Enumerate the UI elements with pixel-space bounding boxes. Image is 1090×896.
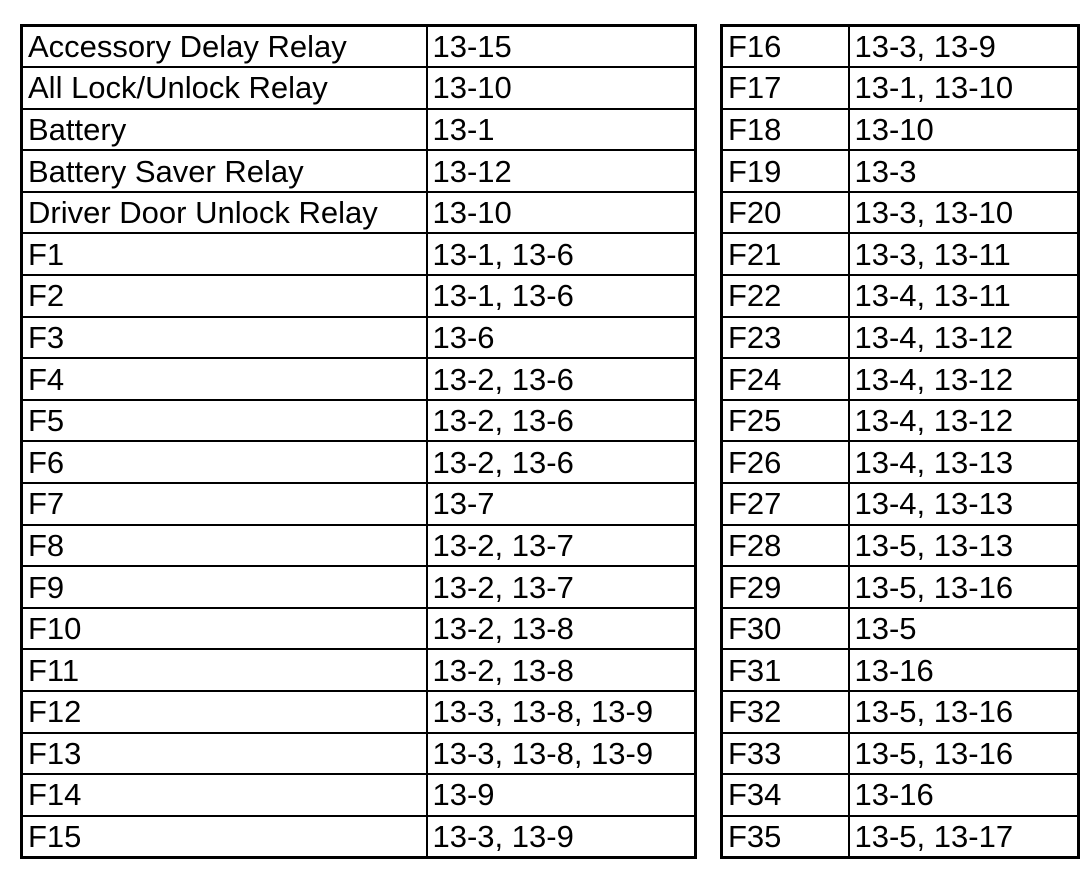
- component-name-cell: F30: [722, 608, 849, 650]
- page-reference-cell: 13-12: [427, 150, 696, 192]
- page-reference-cell: 13-3, 13-9: [427, 816, 696, 858]
- component-name-cell: F15: [22, 816, 427, 858]
- page-reference-cell: 13-3, 13-8, 13-9: [427, 733, 696, 775]
- table-row: [22, 816, 696, 858]
- page-reference-cell: 13-2, 13-8: [427, 649, 696, 691]
- component-name-cell: F2: [22, 275, 427, 317]
- component-name-cell: F10: [22, 608, 427, 650]
- page-reference-cell: 13-15: [427, 26, 696, 68]
- table-row: [722, 400, 1079, 442]
- page-reference-cell: 13-1, 13-6: [427, 233, 696, 275]
- table-row: [22, 233, 696, 275]
- table-row: [722, 192, 1079, 234]
- component-name-cell: F33: [722, 733, 849, 775]
- component-name-cell: F24: [722, 358, 849, 400]
- page-reference-cell: 13-9: [427, 774, 696, 816]
- component-name-cell: F3: [22, 317, 427, 359]
- component-name-cell: F13: [22, 733, 427, 775]
- component-name-cell: F14: [22, 774, 427, 816]
- table-row: [722, 816, 1079, 858]
- component-name-cell: F28: [722, 525, 849, 567]
- component-name-cell: F27: [722, 483, 849, 525]
- table-row: [722, 358, 1079, 400]
- page-reference-cell: 13-3, 13-8, 13-9: [427, 691, 696, 733]
- page-reference-cell: 13-1, 13-10: [849, 67, 1079, 109]
- page-reference-cell: 13-3, 13-11: [849, 233, 1079, 275]
- component-name-cell: F29: [722, 566, 849, 608]
- page-reference-cell: 13-5, 13-16: [849, 733, 1079, 775]
- page-reference-cell: 13-5, 13-16: [849, 566, 1079, 608]
- component-name-cell: F25: [722, 400, 849, 442]
- table-row: [22, 441, 696, 483]
- table-row: [722, 649, 1079, 691]
- page-reference-cell: 13-4, 13-13: [849, 441, 1079, 483]
- table-row: [722, 608, 1079, 650]
- column-gap: [697, 24, 720, 859]
- page-reference-cell: 13-3, 13-10: [849, 192, 1079, 234]
- page-reference-cell: 13-4, 13-12: [849, 358, 1079, 400]
- component-name-cell: F32: [722, 691, 849, 733]
- component-index-sheet: [20, 24, 1074, 859]
- left-index-body: [22, 26, 696, 858]
- page-reference-cell: 13-4, 13-13: [849, 483, 1079, 525]
- table-row: [22, 733, 696, 775]
- page-reference-cell: 13-2, 13-6: [427, 358, 696, 400]
- table-row: [722, 441, 1079, 483]
- component-name-cell: F4: [22, 358, 427, 400]
- page-reference-cell: 13-10: [427, 192, 696, 234]
- component-name-cell: F16: [722, 26, 849, 68]
- table-row: [722, 691, 1079, 733]
- page-reference-cell: 13-10: [849, 109, 1079, 151]
- page-reference-cell: 13-2, 13-7: [427, 566, 696, 608]
- component-name-cell: All Lock/Unlock Relay: [22, 67, 427, 109]
- component-name-cell: F35: [722, 816, 849, 858]
- page-reference-cell: 13-5: [849, 608, 1079, 650]
- table-row: [22, 649, 696, 691]
- table-row: [722, 774, 1079, 816]
- table-row: [22, 317, 696, 359]
- component-name-cell: F11: [22, 649, 427, 691]
- table-row: [22, 691, 696, 733]
- table-row: [22, 608, 696, 650]
- page-reference-cell: 13-3: [849, 150, 1079, 192]
- component-name-cell: F23: [722, 317, 849, 359]
- component-name-cell: Driver Door Unlock Relay: [22, 192, 427, 234]
- table-row: [22, 566, 696, 608]
- page-reference-cell: 13-16: [849, 649, 1079, 691]
- component-name-cell: F20: [722, 192, 849, 234]
- table-row: [22, 67, 696, 109]
- page-reference-cell: 13-5, 13-17: [849, 816, 1079, 858]
- page-reference-cell: 13-2, 13-8: [427, 608, 696, 650]
- page-reference-cell: 13-4, 13-11: [849, 275, 1079, 317]
- table-row: [22, 109, 696, 151]
- table-row: [22, 192, 696, 234]
- page-reference-cell: 13-2, 13-6: [427, 441, 696, 483]
- page-reference-cell: 13-4, 13-12: [849, 317, 1079, 359]
- component-name-cell: F22: [722, 275, 849, 317]
- table-row: [722, 525, 1079, 567]
- right-index-body: [722, 26, 1079, 858]
- page-reference-cell: 13-5, 13-13: [849, 525, 1079, 567]
- component-name-cell: F1: [22, 233, 427, 275]
- component-name-cell: F7: [22, 483, 427, 525]
- table-row: [722, 26, 1079, 68]
- table-row: [22, 150, 696, 192]
- component-name-cell: Battery: [22, 109, 427, 151]
- right-index-table: [720, 24, 1080, 859]
- left-column: [20, 24, 697, 859]
- table-row: [22, 400, 696, 442]
- table-row: [22, 275, 696, 317]
- component-name-cell: F9: [22, 566, 427, 608]
- table-row: [722, 275, 1079, 317]
- component-name-cell: F5: [22, 400, 427, 442]
- component-name-cell: F34: [722, 774, 849, 816]
- table-row: [22, 358, 696, 400]
- component-name-cell: Accessory Delay Relay: [22, 26, 427, 68]
- table-row: [722, 566, 1079, 608]
- component-name-cell: F12: [22, 691, 427, 733]
- table-row: [22, 525, 696, 567]
- component-name-cell: F8: [22, 525, 427, 567]
- table-row: [722, 733, 1079, 775]
- table-row: [722, 483, 1079, 525]
- component-name-cell: F21: [722, 233, 849, 275]
- table-row: [722, 317, 1079, 359]
- table-row: [22, 774, 696, 816]
- page-reference-cell: 13-2, 13-7: [427, 525, 696, 567]
- page-reference-cell: 13-2, 13-6: [427, 400, 696, 442]
- page-reference-cell: 13-7: [427, 483, 696, 525]
- component-name-cell: F6: [22, 441, 427, 483]
- page-reference-cell: 13-1, 13-6: [427, 275, 696, 317]
- table-row: [722, 150, 1079, 192]
- page-reference-cell: 13-5, 13-16: [849, 691, 1079, 733]
- table-row: [22, 26, 696, 68]
- page-reference-cell: 13-1: [427, 109, 696, 151]
- component-name-cell: F19: [722, 150, 849, 192]
- component-name-cell: F17: [722, 67, 849, 109]
- table-row: [722, 233, 1079, 275]
- component-name-cell: Battery Saver Relay: [22, 150, 427, 192]
- component-name-cell: F18: [722, 109, 849, 151]
- table-row: [722, 67, 1079, 109]
- page-reference-cell: 13-6: [427, 317, 696, 359]
- table-row: [722, 109, 1079, 151]
- right-column: [720, 24, 1080, 859]
- page-reference-cell: 13-10: [427, 67, 696, 109]
- page-reference-cell: 13-4, 13-12: [849, 400, 1079, 442]
- table-row: [22, 483, 696, 525]
- left-index-table: [20, 24, 697, 859]
- page-reference-cell: 13-3, 13-9: [849, 26, 1079, 68]
- page-reference-cell: 13-16: [849, 774, 1079, 816]
- component-name-cell: F26: [722, 441, 849, 483]
- component-name-cell: F31: [722, 649, 849, 691]
